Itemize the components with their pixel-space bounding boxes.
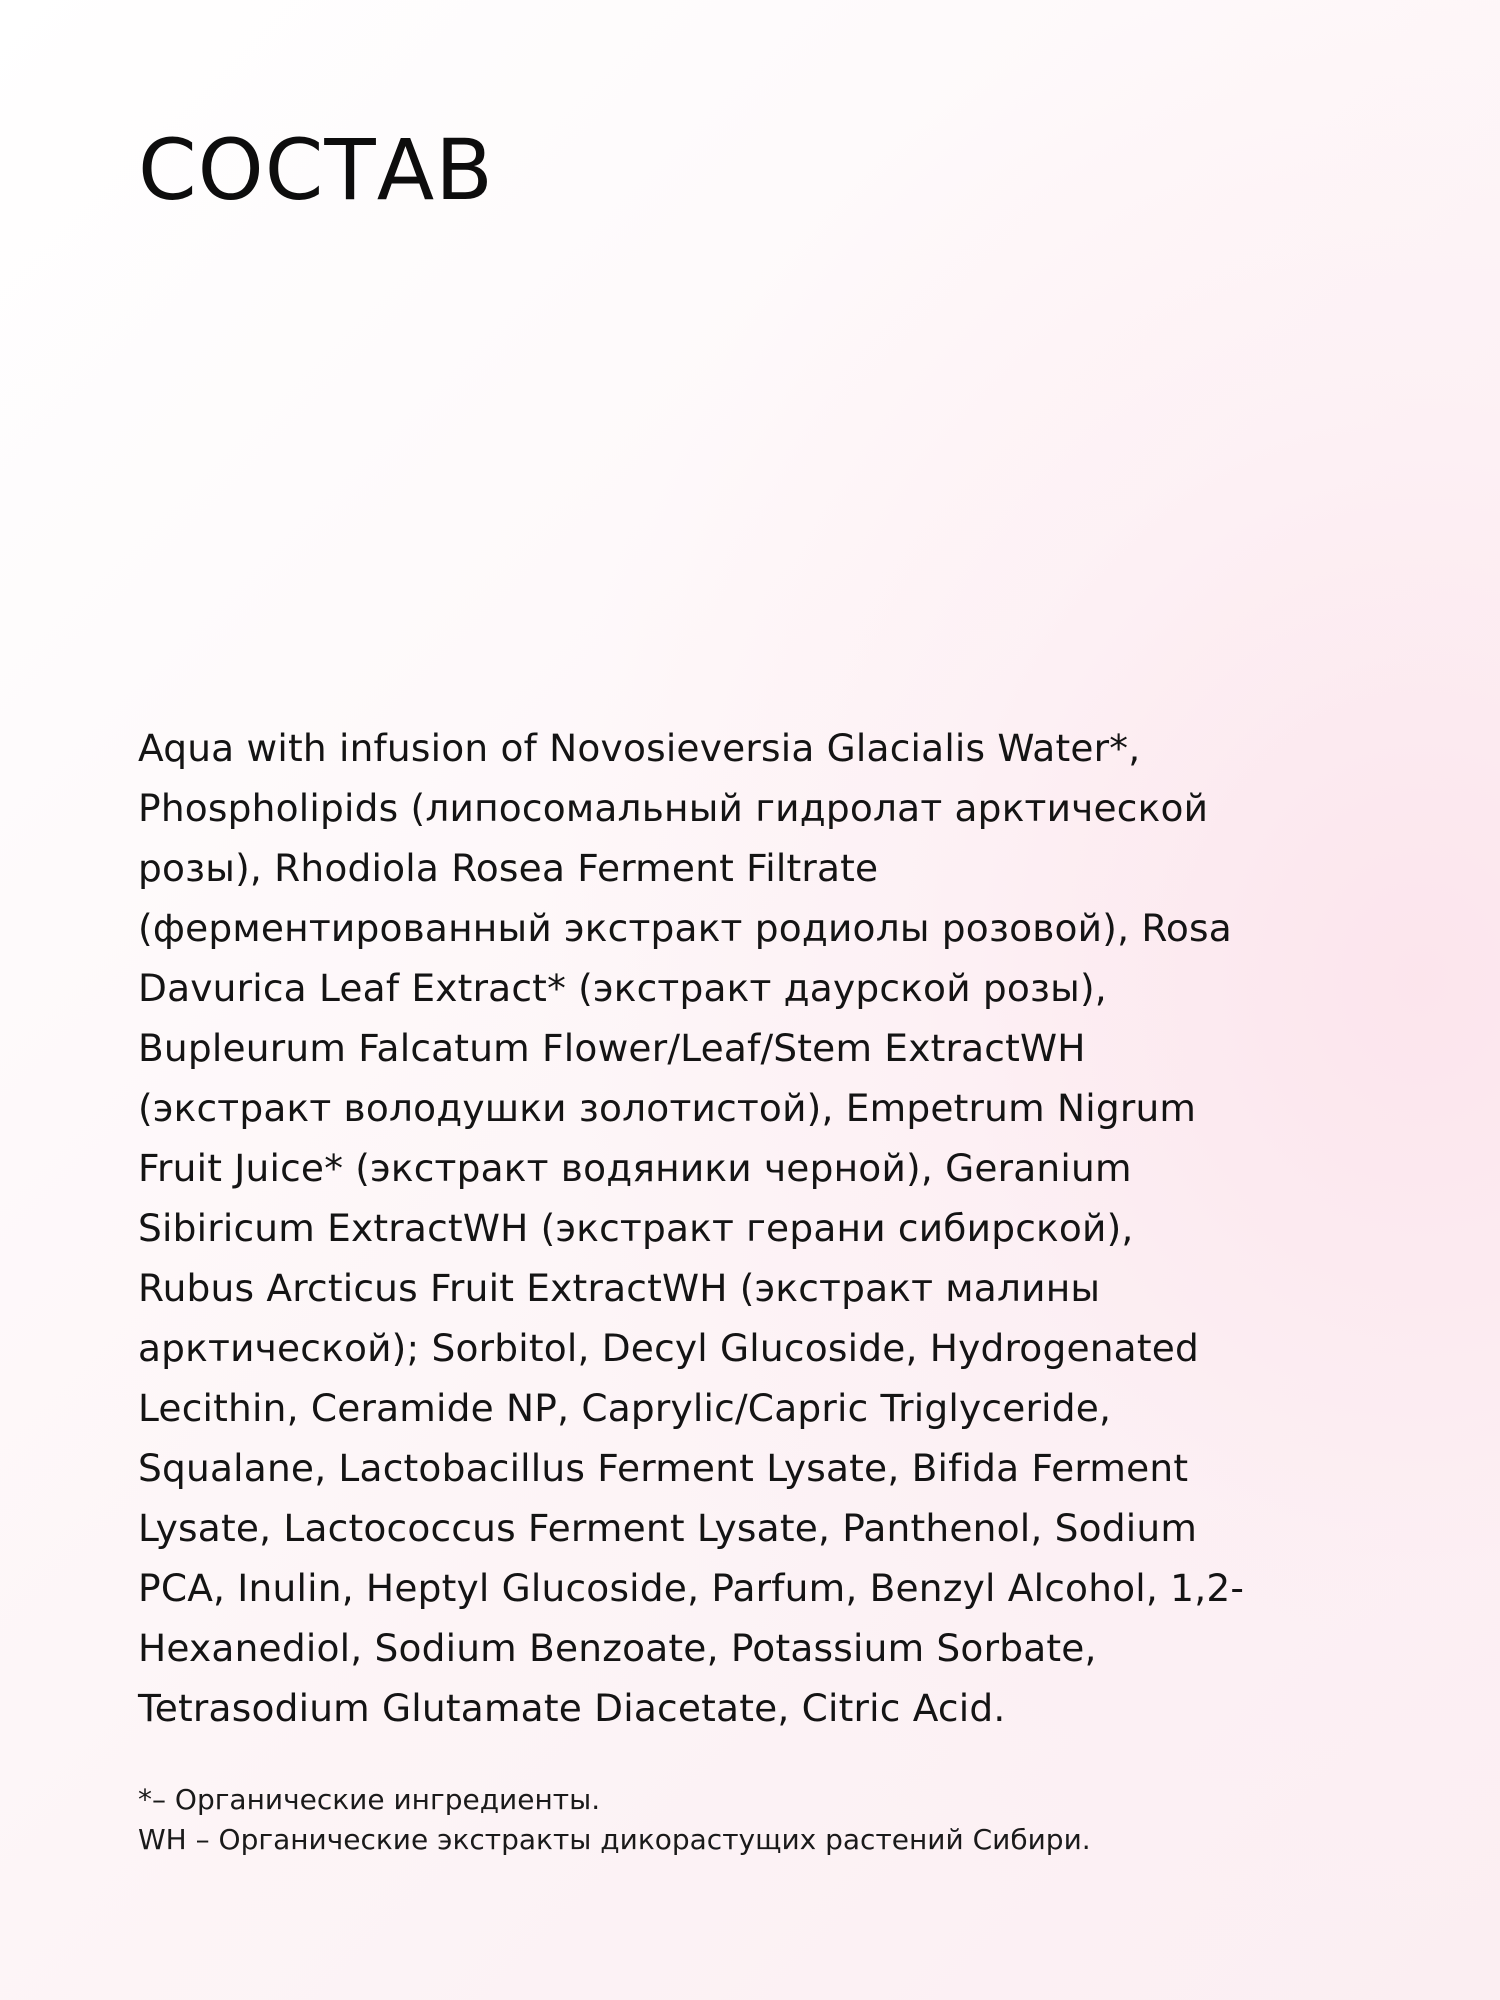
footnotes bbox=[138, 1780, 1388, 1860]
ingredients-line: арктической); Sorbitol, Decyl Glucoside, Hydrogenated bbox=[138, 1326, 1200, 1370]
ingredients-line: Fruit Juice* (экстракт водяники черной), Geranium bbox=[138, 1146, 1132, 1190]
ingredients-line: (ферментированный экстракт родиолы розовой), Rosa bbox=[138, 906, 1232, 950]
footnote-wild-harvested: WH – Органические экстракты дикорастущих растений Сибири. bbox=[138, 1823, 1091, 1856]
footnote-organic: *– Органические ингредиенты. bbox=[138, 1783, 601, 1816]
ingredients-line: розы), Rhodiola Rosea Ferment Filtrate bbox=[138, 846, 879, 890]
ingredients-line: Bupleurum Falcatum Flower/Leaf/Stem ExtractWH bbox=[138, 1026, 1086, 1070]
ingredients-line: Phospholipids (липосомальный гидролат арктической bbox=[138, 786, 1209, 830]
ingredients-line: (экстракт володушки золотистой), Empetrum Nigrum bbox=[138, 1086, 1197, 1130]
ingredients-line: PCA, Inulin, Heptyl Glucoside, Parfum, Benzyl Alcohol, 1,2- bbox=[138, 1566, 1245, 1610]
ingredients-line: Hexanediol, Sodium Benzoate, Potassium Sorbate, bbox=[138, 1626, 1097, 1670]
ingredients-line: Sibiricum ExtractWH (экстракт герани сибирской), bbox=[138, 1206, 1134, 1250]
ingredients-line: Lysate, Lactococcus Ferment Lysate, Panthenol, Sodium bbox=[138, 1506, 1198, 1550]
ingredients-line: Squalane, Lactobacillus Ferment Lysate, Bifida Ferment bbox=[138, 1446, 1189, 1490]
ingredients-list bbox=[138, 718, 1388, 1738]
ingredients-line: Tetrasodium Glutamate Diacetate, Citric Acid. bbox=[138, 1686, 1006, 1730]
ingredients-line: Rubus Arcticus Fruit ExtractWH (экстракт малины bbox=[138, 1266, 1101, 1310]
ingredients-line: Lecithin, Ceramide NP, Caprylic/Capric Triglyceride, bbox=[138, 1386, 1112, 1430]
page-title: СОСТАВ bbox=[138, 121, 494, 219]
ingredients-line: Davurica Leaf Extract* (экстракт даурской розы), bbox=[138, 966, 1107, 1010]
ingredients-line: Aqua with infusion of Novosieversia Glacialis Water*, bbox=[138, 726, 1141, 770]
